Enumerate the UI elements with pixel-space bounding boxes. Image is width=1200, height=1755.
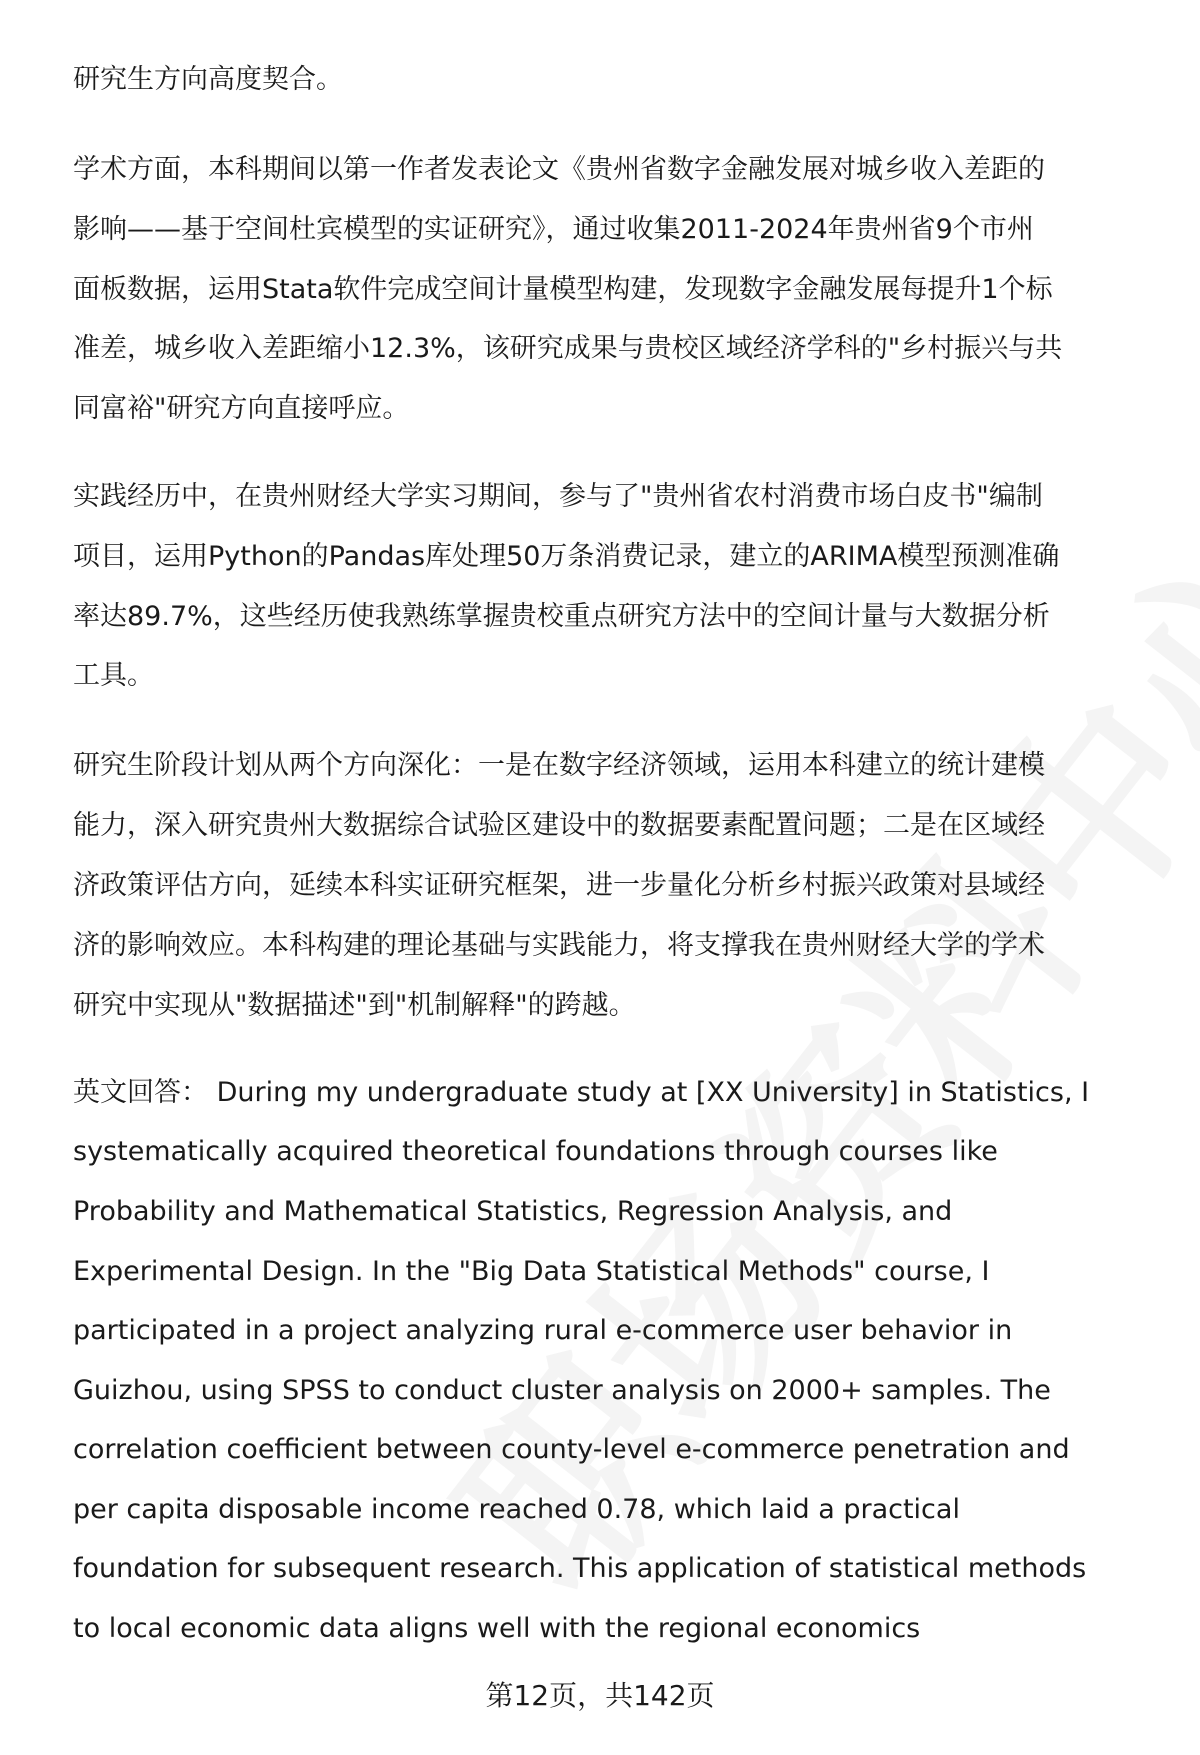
text-line: participated in a project analyzing rural e-commerce user behavior in xyxy=(73,1315,1013,1346)
text-line: Probability and Mathematical Statistics, Regression Analysis, and xyxy=(73,1196,953,1227)
text-line: 研究生阶段计划从两个方向深化：一是在数字经济领域，运用本科建立的统计建模 xyxy=(73,750,1045,781)
text-line: Experimental Design. In the "Big Data Statistical Methods" course, I xyxy=(73,1256,990,1287)
text-line: 工具。 xyxy=(73,660,154,691)
text-line: 学术方面，本科期间以第一作者发表论文《贵州省数字金融发展对城乡收入差距的 xyxy=(73,154,1045,185)
text-line: 影响——基于空间杜宾模型的实证研究》，通过收集2011-2024年贵州省9个市州 xyxy=(73,214,1034,245)
text-line: Guizhou, using SPSS to conduct cluster analysis on 2000+ samples. The xyxy=(73,1375,1051,1406)
text-line: 率达89.7%，这些经历使我熟练掌握贵校重点研究方法中的空间计量与大数据分析 xyxy=(73,601,1050,632)
page-number-footer: 第12页，共142页 xyxy=(485,1679,715,1712)
text-line: correlation coefficient between county-level e-commerce penetration and xyxy=(73,1434,1070,1465)
text-line: per capita disposable income reached 0.78, which laid a practical xyxy=(73,1494,960,1525)
text-line: 准差，城乡收入差距缩小12.3%，该研究成果与贵校区域经济学科的"乡村振兴与共 xyxy=(73,333,1063,364)
text-line: 同富裕"研究方向直接呼应。 xyxy=(73,393,410,424)
text-line: 研究中实现从"数据描述"到"机制解释"的跨越。 xyxy=(73,990,636,1021)
text-line: 研究生方向高度契合。 xyxy=(73,64,343,95)
text-line: 项目，运用Python的Pandas库处理50万条消费记录，建立的ARIMA模型预测准确 xyxy=(73,541,1060,572)
text-line: 济的影响效应。本科构建的理论基础与实践能力，将支撑我在贵州财经大学的学术 xyxy=(73,930,1045,961)
text-line: 能力，深入研究贵州大数据综合试验区建设中的数据要素配置问题；二是在区域经 xyxy=(73,810,1045,841)
text-line: 济政策评估方向，延续本科实证研究框架，进一步量化分析乡村振兴政策对县域经 xyxy=(73,870,1045,901)
text-line: foundation for subsequent research. This application of statistical methods xyxy=(73,1553,1087,1584)
text-line: systematically acquired theoretical foundations through courses like xyxy=(73,1136,998,1167)
text-line: 英文回答： During my undergraduate study at [XX University] in Statistics, I xyxy=(73,1077,1090,1108)
text-line: to local economic data aligns well with the regional economics xyxy=(73,1613,921,1644)
text-line: 面板数据，运用Stata软件完成空间计量模型构建，发现数字金融发展每提升1个标 xyxy=(73,274,1053,305)
text-line: 实践经历中，在贵州财经大学实习期间，参与了"贵州省农村消费市场白皮书"编制 xyxy=(73,481,1043,512)
